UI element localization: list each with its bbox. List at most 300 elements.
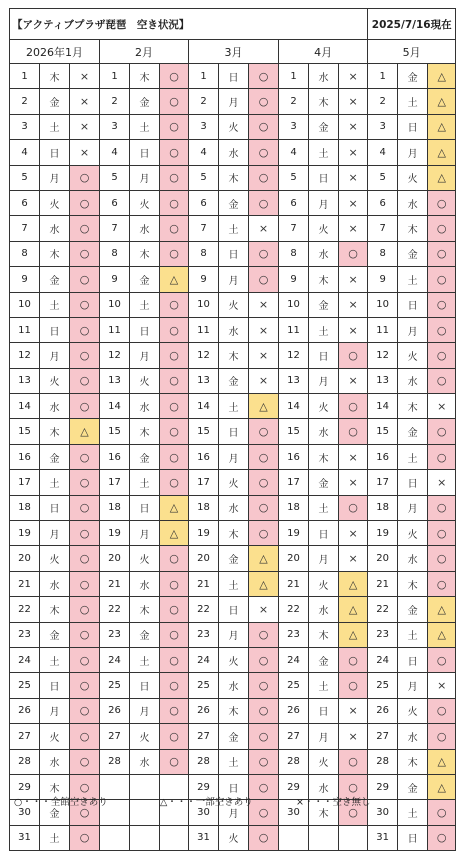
weekday: 日 xyxy=(40,140,70,165)
availability-status: ○ xyxy=(160,368,189,393)
weekday: 火 xyxy=(130,724,160,749)
availability-status: ○ xyxy=(249,114,279,139)
day-number: 13 xyxy=(279,368,309,393)
weekday: 日 xyxy=(219,241,249,266)
day-row xyxy=(10,267,456,292)
day-number: 10 xyxy=(10,292,40,317)
day-row xyxy=(10,546,456,571)
availability-status: × xyxy=(70,114,100,139)
availability-status: ○ xyxy=(70,190,100,215)
day-number: 9 xyxy=(189,267,219,292)
day-number: 8 xyxy=(10,241,40,266)
availability-status: ○ xyxy=(249,444,279,469)
day-number: 22 xyxy=(368,597,398,622)
weekday: 日 xyxy=(130,495,160,520)
availability-status: ○ xyxy=(428,317,456,342)
day-number: 12 xyxy=(10,343,40,368)
day-number: 22 xyxy=(10,597,40,622)
availability-status: ○ xyxy=(160,546,189,571)
availability-status: △ xyxy=(339,571,368,596)
weekday: 土 xyxy=(40,470,70,495)
day-number: 24 xyxy=(279,647,309,672)
availability-status: ○ xyxy=(249,673,279,698)
day-number: 28 xyxy=(10,749,40,774)
availability-status: △ xyxy=(428,749,456,774)
day-number: 7 xyxy=(368,216,398,241)
day-number: 20 xyxy=(279,546,309,571)
as-of-date: 2025/7/16現在 xyxy=(368,9,456,40)
weekday: 金 xyxy=(398,774,428,799)
weekday: 日 xyxy=(398,647,428,672)
weekday: 月 xyxy=(309,190,339,215)
day-number: 2 xyxy=(189,89,219,114)
weekday: 木 xyxy=(309,622,339,647)
availability-status: ○ xyxy=(70,673,100,698)
weekday: 月 xyxy=(398,317,428,342)
weekday: 土 xyxy=(40,647,70,672)
day-number: 3 xyxy=(189,114,219,139)
availability-status: ○ xyxy=(70,622,100,647)
availability-status: ○ xyxy=(70,165,100,190)
weekday: 水 xyxy=(309,597,339,622)
day-number: 23 xyxy=(279,622,309,647)
day-number: 13 xyxy=(10,368,40,393)
day-row xyxy=(10,114,456,139)
availability-status: ○ xyxy=(428,343,456,368)
weekday: 金 xyxy=(309,292,339,317)
weekday: 水 xyxy=(219,317,249,342)
day-number: 26 xyxy=(100,698,130,723)
day-number: 26 xyxy=(189,698,219,723)
availability-status: × xyxy=(249,368,279,393)
day-number: 27 xyxy=(279,724,309,749)
day-row xyxy=(10,521,456,546)
availability-status: × xyxy=(249,292,279,317)
day-number: 25 xyxy=(100,673,130,698)
availability-status: △ xyxy=(249,571,279,596)
weekday: 金 xyxy=(219,190,249,215)
weekday: 火 xyxy=(309,749,339,774)
weekday: 金 xyxy=(309,470,339,495)
day-number: 21 xyxy=(100,571,130,596)
day-number: 25 xyxy=(279,673,309,698)
day-number: 20 xyxy=(189,546,219,571)
availability-status: △ xyxy=(428,114,456,139)
day-number: 29 xyxy=(189,774,219,799)
day-number: 28 xyxy=(279,749,309,774)
availability-status: ○ xyxy=(160,724,189,749)
availability-status: ○ xyxy=(160,470,189,495)
availability-status: ○ xyxy=(428,241,456,266)
day-number: 19 xyxy=(279,521,309,546)
day-number: 16 xyxy=(10,444,40,469)
day-number: 2 xyxy=(368,89,398,114)
day-number: 7 xyxy=(10,216,40,241)
day-number: 4 xyxy=(100,140,130,165)
availability-status: × xyxy=(428,673,456,698)
weekday: 月 xyxy=(130,343,160,368)
month-header: 2月 xyxy=(100,40,189,64)
weekday: 日 xyxy=(219,597,249,622)
day-number: 1 xyxy=(368,64,398,89)
availability-status: △ xyxy=(160,495,189,520)
availability-status: × xyxy=(70,89,100,114)
weekday: 水 xyxy=(40,394,70,419)
availability-status: ○ xyxy=(249,698,279,723)
weekday: 月 xyxy=(130,698,160,723)
availability-status: × xyxy=(339,64,368,89)
weekday: 月 xyxy=(219,800,249,825)
availability-status: × xyxy=(339,470,368,495)
availability-status: △ xyxy=(249,546,279,571)
availability-status: ○ xyxy=(249,267,279,292)
day-number: 10 xyxy=(100,292,130,317)
day-number: 18 xyxy=(279,495,309,520)
weekday: 木 xyxy=(130,64,160,89)
day-number: 15 xyxy=(279,419,309,444)
weekday: 木 xyxy=(40,774,70,799)
weekday: 木 xyxy=(130,419,160,444)
weekday: 日 xyxy=(309,521,339,546)
day-number: 19 xyxy=(368,521,398,546)
availability-status: ○ xyxy=(339,749,368,774)
availability-status: ○ xyxy=(249,622,279,647)
availability-status: △ xyxy=(70,419,100,444)
weekday: 火 xyxy=(40,368,70,393)
weekday: 水 xyxy=(398,190,428,215)
availability-status: ○ xyxy=(70,521,100,546)
day-number: 27 xyxy=(368,724,398,749)
day-number: 29 xyxy=(368,774,398,799)
day-row xyxy=(10,647,456,672)
weekday: 金 xyxy=(309,114,339,139)
weekday: 日 xyxy=(309,165,339,190)
weekday: 土 xyxy=(309,140,339,165)
day-number: 7 xyxy=(100,216,130,241)
day-number: 14 xyxy=(368,394,398,419)
day-row xyxy=(10,317,456,342)
availability-status: ○ xyxy=(249,647,279,672)
availability-status: ○ xyxy=(160,571,189,596)
availability-status: × xyxy=(339,89,368,114)
day-row xyxy=(10,343,456,368)
availability-status: × xyxy=(339,140,368,165)
weekday: 木 xyxy=(309,800,339,825)
availability-status: △ xyxy=(428,89,456,114)
availability-status: ○ xyxy=(249,724,279,749)
availability-status: ○ xyxy=(160,64,189,89)
day-number: 20 xyxy=(368,546,398,571)
availability-status: ○ xyxy=(249,241,279,266)
availability-status: ○ xyxy=(428,444,456,469)
day-number: 15 xyxy=(10,419,40,444)
day-number: 23 xyxy=(100,622,130,647)
availability-status: △ xyxy=(339,622,368,647)
availability-status: △ xyxy=(249,394,279,419)
day-number: 15 xyxy=(189,419,219,444)
day-number: 7 xyxy=(279,216,309,241)
availability-status: ○ xyxy=(70,470,100,495)
weekday: 金 xyxy=(40,89,70,114)
weekday: 金 xyxy=(130,89,160,114)
day-number: 1 xyxy=(279,64,309,89)
availability-status: △ xyxy=(160,267,189,292)
availability-status: × xyxy=(339,317,368,342)
availability-status: ○ xyxy=(160,190,189,215)
availability-status: ○ xyxy=(70,241,100,266)
day-number: 14 xyxy=(279,394,309,419)
availability-status: ○ xyxy=(428,724,456,749)
day-number: 1 xyxy=(100,64,130,89)
day-number: 13 xyxy=(100,368,130,393)
availability-status: ○ xyxy=(339,673,368,698)
day-number: 8 xyxy=(368,241,398,266)
day-number: 25 xyxy=(189,673,219,698)
availability-status: ○ xyxy=(428,546,456,571)
weekday: 月 xyxy=(40,521,70,546)
day-number: 5 xyxy=(189,165,219,190)
availability-status: ○ xyxy=(428,571,456,596)
day-row xyxy=(10,419,456,444)
availability-status: △ xyxy=(428,165,456,190)
weekday: 木 xyxy=(40,419,70,444)
day-number: 14 xyxy=(189,394,219,419)
availability-status: × xyxy=(339,114,368,139)
day-number: 24 xyxy=(10,647,40,672)
day-number: 1 xyxy=(189,64,219,89)
weekday xyxy=(130,825,160,850)
day-number: 10 xyxy=(368,292,398,317)
day-row xyxy=(10,571,456,596)
availability-status: △ xyxy=(428,64,456,89)
day-number: 11 xyxy=(368,317,398,342)
weekday: 日 xyxy=(130,673,160,698)
availability-status: △ xyxy=(428,774,456,799)
weekday: 土 xyxy=(130,647,160,672)
weekday: 土 xyxy=(40,825,70,850)
availability-status: ○ xyxy=(160,622,189,647)
availability-status: ○ xyxy=(428,190,456,215)
availability-status: ○ xyxy=(339,241,368,266)
day-row xyxy=(10,825,456,850)
weekday: 月 xyxy=(40,343,70,368)
day-number: 21 xyxy=(189,571,219,596)
weekday: 月 xyxy=(130,165,160,190)
weekday: 日 xyxy=(398,825,428,850)
availability-status: ○ xyxy=(339,800,368,825)
weekday: 火 xyxy=(40,724,70,749)
day-number: 11 xyxy=(10,317,40,342)
availability-status: × xyxy=(339,724,368,749)
day-number: 31 xyxy=(368,825,398,850)
day-number: 22 xyxy=(100,597,130,622)
weekday: 土 xyxy=(398,800,428,825)
weekday: 土 xyxy=(40,292,70,317)
availability-table xyxy=(9,8,456,851)
weekday: 金 xyxy=(219,368,249,393)
day-number: 16 xyxy=(100,444,130,469)
day-number: 28 xyxy=(368,749,398,774)
availability-status: ○ xyxy=(70,394,100,419)
day-number: 17 xyxy=(368,470,398,495)
day-number: 30 xyxy=(368,800,398,825)
day-number: 7 xyxy=(189,216,219,241)
day-row xyxy=(10,64,456,89)
availability-status: ○ xyxy=(249,165,279,190)
weekday: 金 xyxy=(219,724,249,749)
weekday: 火 xyxy=(219,292,249,317)
availability-status: × xyxy=(339,698,368,723)
weekday: 土 xyxy=(398,267,428,292)
day-number: 2 xyxy=(10,89,40,114)
weekday: 日 xyxy=(219,419,249,444)
weekday: 金 xyxy=(398,419,428,444)
day-number: 5 xyxy=(368,165,398,190)
day-row xyxy=(10,190,456,215)
availability-status: × xyxy=(339,292,368,317)
availability-status: ○ xyxy=(160,749,189,774)
weekday: 水 xyxy=(309,774,339,799)
day-number: 31 xyxy=(189,825,219,850)
day-number: 18 xyxy=(368,495,398,520)
day-number: 11 xyxy=(100,317,130,342)
availability-status: × xyxy=(339,216,368,241)
legend-available: ○・・・全館空きあり xyxy=(14,797,108,808)
availability-status: ○ xyxy=(428,267,456,292)
weekday: 水 xyxy=(219,140,249,165)
availability-status: ○ xyxy=(70,597,100,622)
day-row xyxy=(10,495,456,520)
day-number: 8 xyxy=(189,241,219,266)
day-number: 4 xyxy=(368,140,398,165)
weekday: 月 xyxy=(130,521,160,546)
weekday: 火 xyxy=(309,216,339,241)
availability-status: ○ xyxy=(160,165,189,190)
weekday: 土 xyxy=(219,571,249,596)
weekday: 土 xyxy=(219,394,249,419)
day-number: 15 xyxy=(100,419,130,444)
day-number: 3 xyxy=(10,114,40,139)
day-number: 29 xyxy=(279,774,309,799)
day-number: 11 xyxy=(189,317,219,342)
weekday: 土 xyxy=(309,495,339,520)
availability-status: △ xyxy=(160,521,189,546)
availability-status: ○ xyxy=(249,521,279,546)
weekday: 火 xyxy=(130,546,160,571)
day-number: 29 xyxy=(10,774,40,799)
availability-status: ○ xyxy=(249,825,279,850)
day-number: 9 xyxy=(100,267,130,292)
availability-status: ○ xyxy=(339,419,368,444)
weekday: 木 xyxy=(130,597,160,622)
weekday: 火 xyxy=(219,114,249,139)
availability-status: ○ xyxy=(70,546,100,571)
day-row xyxy=(10,394,456,419)
availability-status: ○ xyxy=(249,800,279,825)
weekday: 日 xyxy=(309,698,339,723)
day-number: 9 xyxy=(279,267,309,292)
weekday: 水 xyxy=(219,495,249,520)
availability-status: ○ xyxy=(428,292,456,317)
day-number: 31 xyxy=(10,825,40,850)
availability-status: × xyxy=(428,470,456,495)
weekday: 水 xyxy=(398,546,428,571)
availability-status: ○ xyxy=(160,89,189,114)
day-row xyxy=(10,140,456,165)
availability-status: × xyxy=(339,267,368,292)
day-number: 12 xyxy=(189,343,219,368)
weekday: 木 xyxy=(219,165,249,190)
availability-status: ○ xyxy=(70,774,100,799)
weekday: 月 xyxy=(219,267,249,292)
day-row xyxy=(10,470,456,495)
weekday: 火 xyxy=(398,165,428,190)
availability-status: △ xyxy=(339,597,368,622)
day-number: 23 xyxy=(189,622,219,647)
availability-status: ○ xyxy=(160,343,189,368)
availability-status: × xyxy=(249,317,279,342)
month-header-row xyxy=(10,40,456,64)
day-number xyxy=(279,825,309,850)
weekday: 木 xyxy=(309,267,339,292)
availability-status: ○ xyxy=(249,140,279,165)
availability-status: ○ xyxy=(249,190,279,215)
availability-status: ○ xyxy=(70,495,100,520)
month-header: 3月 xyxy=(189,40,279,64)
day-number: 16 xyxy=(279,444,309,469)
weekday: 土 xyxy=(309,317,339,342)
weekday: 木 xyxy=(398,394,428,419)
availability-status: × xyxy=(70,64,100,89)
weekday: 木 xyxy=(398,216,428,241)
weekday: 月 xyxy=(398,495,428,520)
day-number: 5 xyxy=(100,165,130,190)
day-number: 3 xyxy=(100,114,130,139)
weekday: 土 xyxy=(219,216,249,241)
availability-status: × xyxy=(339,165,368,190)
availability-status: ○ xyxy=(160,673,189,698)
day-number: 20 xyxy=(100,546,130,571)
day-number: 26 xyxy=(279,698,309,723)
weekday: 土 xyxy=(130,292,160,317)
day-number: 18 xyxy=(10,495,40,520)
day-number: 28 xyxy=(100,749,130,774)
day-number: 8 xyxy=(100,241,130,266)
day-number: 18 xyxy=(189,495,219,520)
weekday: 水 xyxy=(219,673,249,698)
day-number: 22 xyxy=(189,597,219,622)
weekday: 木 xyxy=(398,571,428,596)
weekday: 月 xyxy=(219,444,249,469)
availability-status: ○ xyxy=(428,825,456,850)
weekday: 水 xyxy=(398,368,428,393)
weekday: 日 xyxy=(130,317,160,342)
weekday: 火 xyxy=(398,521,428,546)
availability-status: ○ xyxy=(339,647,368,672)
day-number: 14 xyxy=(10,394,40,419)
availability-status: ○ xyxy=(339,495,368,520)
day-number: 19 xyxy=(100,521,130,546)
availability-status: ○ xyxy=(70,444,100,469)
weekday: 金 xyxy=(398,64,428,89)
weekday: 水 xyxy=(309,419,339,444)
day-number: 15 xyxy=(368,419,398,444)
day-number: 17 xyxy=(279,470,309,495)
availability-status: × xyxy=(339,368,368,393)
weekday: 日 xyxy=(309,343,339,368)
availability-status xyxy=(160,825,189,850)
availability-status: ○ xyxy=(70,698,100,723)
